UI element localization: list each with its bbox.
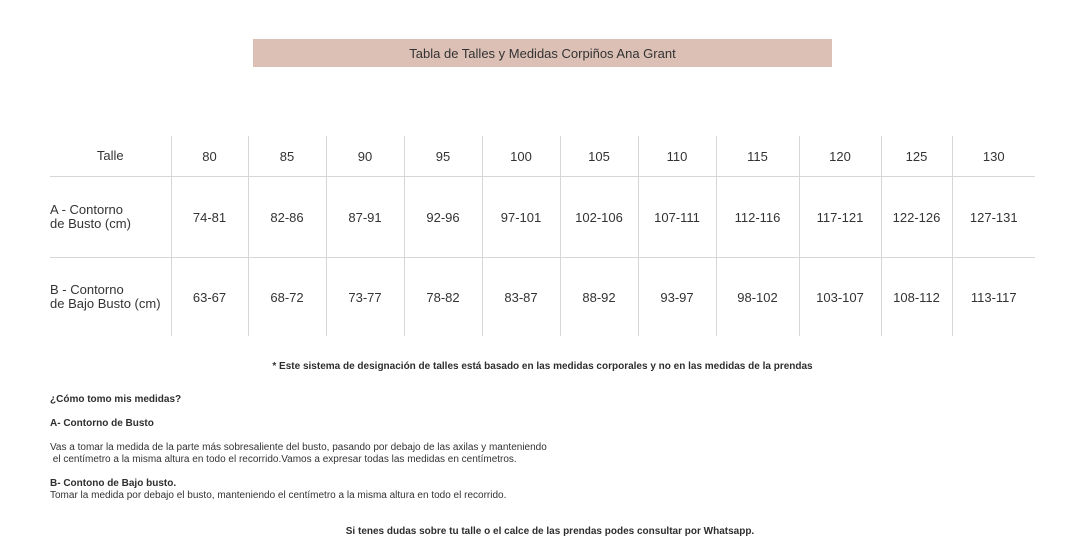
row-label-line: de Busto (cm) [50, 216, 131, 231]
row-label-line: B - Contorno [50, 282, 124, 297]
row-label-line: de Bajo Busto (cm) [50, 296, 161, 311]
table-cell: 83-87 [482, 258, 560, 337]
table-cell: 82-86 [248, 177, 326, 258]
underbust-section-title: B- Contono de Bajo busto. [50, 478, 177, 489]
instruction-line: Vas a tomar la medida de la parte más sobresaliente del busto, pasando por debajo de las axilas y manteniendo [50, 442, 547, 453]
size-table [50, 136, 1035, 336]
header-cell: 90 [326, 136, 404, 177]
table-cell: 68-72 [248, 258, 326, 337]
howto-question: ¿Cómo tomo mis medidas? [50, 394, 182, 405]
title-banner [253, 39, 832, 67]
table-cell: 117-121 [799, 177, 881, 258]
bust-instructions [50, 442, 547, 466]
table-cell: 97-101 [482, 177, 560, 258]
header-cell: 130 [952, 136, 1035, 177]
sizing-note: * Este sistema de designación de talles está basado en las medidas corporales y no en las medidas de la prendas [272, 361, 813, 372]
instruction-line: el centímetro a la misma altura en todo el recorrido.Vamos a expresar todas las medidas en centímetros. [50, 454, 517, 465]
table-header-row [50, 136, 1035, 177]
header-cell: Talle [96, 148, 124, 163]
table-cell: 103-107 [799, 258, 881, 337]
table-cell: 93-97 [638, 258, 716, 337]
row-label-bust [50, 177, 171, 258]
table-cell: 113-117 [952, 258, 1035, 337]
header-cell: 80 [171, 136, 248, 177]
table-cell: 102-106 [560, 177, 638, 258]
table-cell: 63-67 [171, 258, 248, 337]
row-label-line: A - Contorno [50, 202, 123, 217]
header-cell: 110 [638, 136, 716, 177]
table-cell: 73-77 [326, 258, 404, 337]
table-cell: 88-92 [560, 258, 638, 337]
header-cell: 120 [799, 136, 881, 177]
table-row-bust [50, 177, 1035, 258]
table-cell: 92-96 [404, 177, 482, 258]
header-cell: 100 [482, 136, 560, 177]
header-cell: 95 [404, 136, 482, 177]
header-cell: 125 [881, 136, 952, 177]
footer-whatsapp-note: Si tenes dudas sobre tu talle o el calce de las prendas podes consultar por Whatsapp. [345, 526, 755, 537]
underbust-instructions: Tomar la medida por debajo el busto, manteniendo el centímetro a la misma altura en todo el recorrido. [50, 490, 507, 501]
header-cell: 115 [716, 136, 799, 177]
header-cell: 85 [248, 136, 326, 177]
bust-section-title: A- Contorno de Busto [50, 418, 154, 429]
table-cell: 112-116 [716, 177, 799, 258]
table-cell: 107-111 [638, 177, 716, 258]
table-cell: 78-82 [404, 258, 482, 337]
table-row-underbust [50, 258, 1035, 337]
table-cell: 127-131 [952, 177, 1035, 258]
row-label-underbust [50, 258, 171, 337]
table-cell: 98-102 [716, 258, 799, 337]
table-cell: 122-126 [881, 177, 952, 258]
table-cell: 108-112 [881, 258, 952, 337]
header-cell: 105 [560, 136, 638, 177]
table-cell: 74-81 [171, 177, 248, 258]
page-title: Tabla de Talles y Medidas Corpiños Ana Grant [409, 45, 676, 61]
table-cell: 87-91 [326, 177, 404, 258]
